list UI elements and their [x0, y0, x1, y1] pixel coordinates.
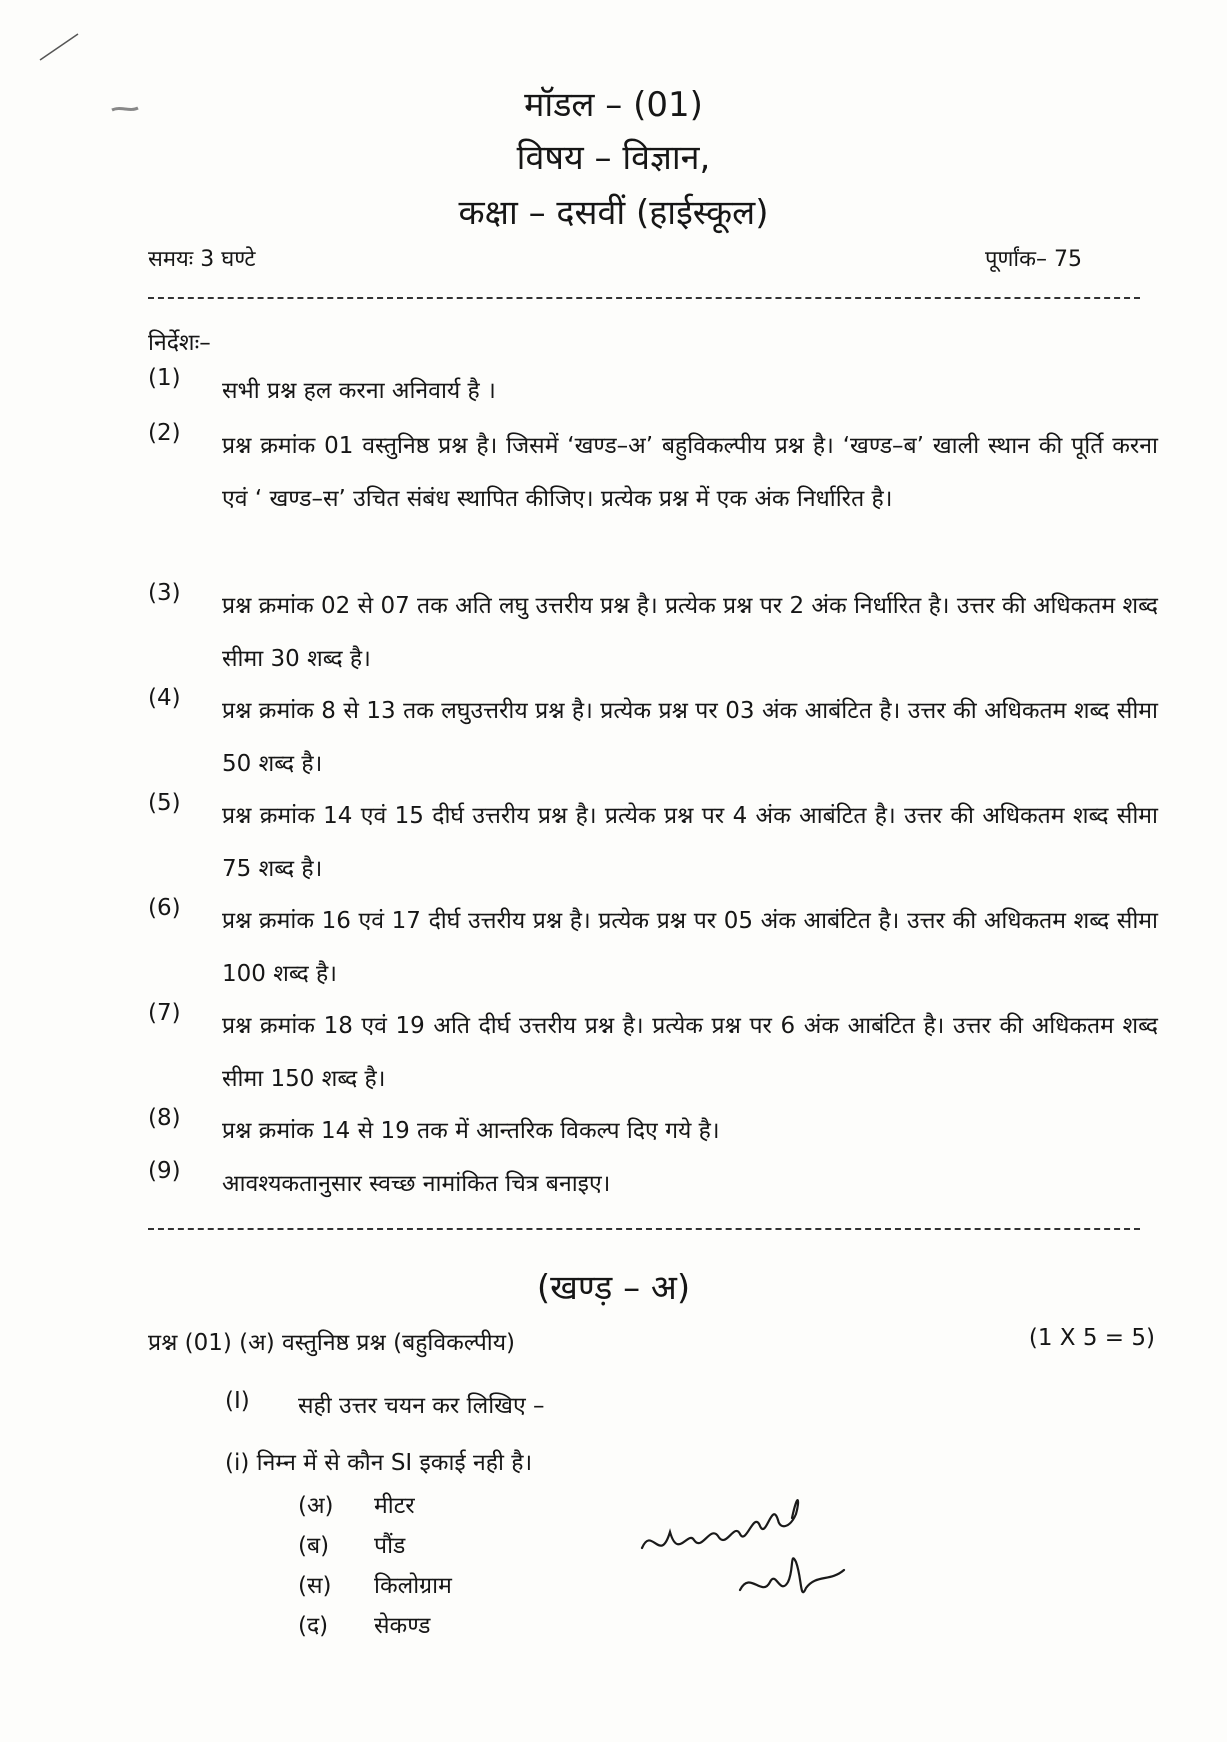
instruction-text: प्रश्न क्रमांक 01 वस्तुनिष्ठ प्रश्न है। जिसमें ‘खण्ड–अ’ बहुविकल्पीय प्रश्न है। ‘खण्ड–ब’ खाली स्थान की पूर्ति करना एवं ‘ खण्ड–स’ उचित संबंध स्थापित कीजिए। प्रत्येक प्रश्न में एक अंक निर्धारित है। [222, 433, 1158, 512]
option-text: किलोग्राम [374, 1573, 452, 1599]
instruction-number: (6) [148, 895, 181, 921]
instruction-item [148, 1105, 1158, 1158]
subject-heading: विषय – विज्ञान, [516, 138, 711, 178]
instruction-number: (9) [148, 1158, 181, 1184]
instruction-number: (2) [148, 420, 181, 446]
handwritten-signature-icon [630, 1470, 870, 1620]
section-title: (खण्ड़ – अ) [536, 1268, 691, 1308]
instruction-item [148, 895, 1158, 1001]
option-text: पौंड [374, 1533, 406, 1559]
instruction-item [148, 365, 1158, 418]
class-heading: कक्षा – दसवीं (हाईस्कूल) [458, 193, 769, 233]
option-label: (द) [298, 1613, 329, 1639]
option-text: सेकण्ड [374, 1613, 431, 1639]
option-label: (स) [298, 1573, 332, 1599]
instruction-number: (5) [148, 790, 181, 816]
answer-option [298, 1488, 415, 1520]
instruction-text: सभी प्रश्न हल करना अनिवार्य है । [222, 378, 496, 404]
option-text: मीटर [374, 1493, 415, 1519]
instruction-text: प्रश्न क्रमांक 18 एवं 19 अति दीर्घ उत्तरीय प्रश्न है। प्रत्येक प्रश्न पर 6 अंक आबंटित है। उत्तर की अधिकतम शब्द सीमा 150 शब्द है। [222, 1013, 1158, 1092]
maximum-marks: पूर्णांक– 75 [985, 247, 1082, 272]
instruction-text: प्रश्न क्रमांक 02 से 07 तक अति लघु उत्तरीय प्रश्न है। प्रत्येक प्रश्न पर 2 अंक निर्धारित है। उत्तर की अधिकतम शब्द सीमा 30 शब्द है। [222, 593, 1158, 672]
question-text: (i) निम्न में से कौन SI इकाई नही है। [225, 1450, 533, 1476]
instruction-item [148, 420, 1158, 526]
instructions-title: निर्देशः– [148, 330, 211, 356]
instruction-item [148, 790, 1158, 896]
question-heading: प्रश्न (01) (अ) वस्तुनिष्ठ प्रश्न (बहुविकल्पीय) [148, 1330, 516, 1356]
answer-option [298, 1608, 430, 1640]
scan-mark-icon [30, 20, 150, 130]
instruction-text: प्रश्न क्रमांक 16 एवं 17 दीर्घ उत्तरीय प्रश्न है। प्रत्येक प्रश्न पर 05 अंक आबंटित है। उत्तर की अधिकतम शब्द सीमा 100 शब्द है। [222, 908, 1158, 987]
instruction-number: (7) [148, 1000, 181, 1026]
sub-instruction-number: (I) [225, 1388, 250, 1414]
instruction-item [148, 1000, 1158, 1106]
answer-option [298, 1528, 405, 1560]
instruction-text: प्रश्न क्रमांक 8 से 13 तक लघुउत्तरीय प्रश्न है। प्रत्येक प्रश्न पर 03 अंक आबंटित है। उत्तर की अधिकतम शब्द सीमा 50 शब्द है। [222, 698, 1158, 777]
instruction-text: प्रश्न क्रमांक 14 से 19 तक में आन्तरिक विकल्प दिए गये है। [222, 1118, 720, 1144]
instruction-text: आवश्यकतानुसार स्वच्छ नामांकित चित्र बनाइए। [222, 1171, 611, 1197]
instruction-text: प्रश्न क्रमांक 14 एवं 15 दीर्घ उत्तरीय प्रश्न है। प्रत्येक प्रश्न पर 4 अंक आबंटित है। उत्तर की अधिकतम शब्द सीमा 75 शब्द है। [222, 803, 1158, 882]
sub-instruction-text: सही उत्तर चयन कर लिखिए – [298, 1393, 545, 1419]
instruction-number: (4) [148, 685, 181, 711]
instruction-item [148, 1158, 1158, 1211]
model-number-heading: मॉडल – (01) [524, 85, 703, 125]
question-marks: (1 X 5 = 5) [1028, 1325, 1155, 1351]
instruction-number: (8) [148, 1105, 181, 1131]
top-dashed-rule [148, 297, 1140, 299]
instruction-item [148, 580, 1158, 686]
time-allowed: समयः 3 घण्टे [148, 247, 256, 272]
instruction-number: (3) [148, 580, 181, 606]
option-label: (ब) [298, 1533, 330, 1559]
option-label: (अ) [298, 1493, 334, 1519]
bottom-dashed-rule [148, 1228, 1140, 1230]
instruction-number: (1) [148, 365, 181, 391]
instruction-item [148, 685, 1158, 791]
answer-option [298, 1568, 452, 1600]
